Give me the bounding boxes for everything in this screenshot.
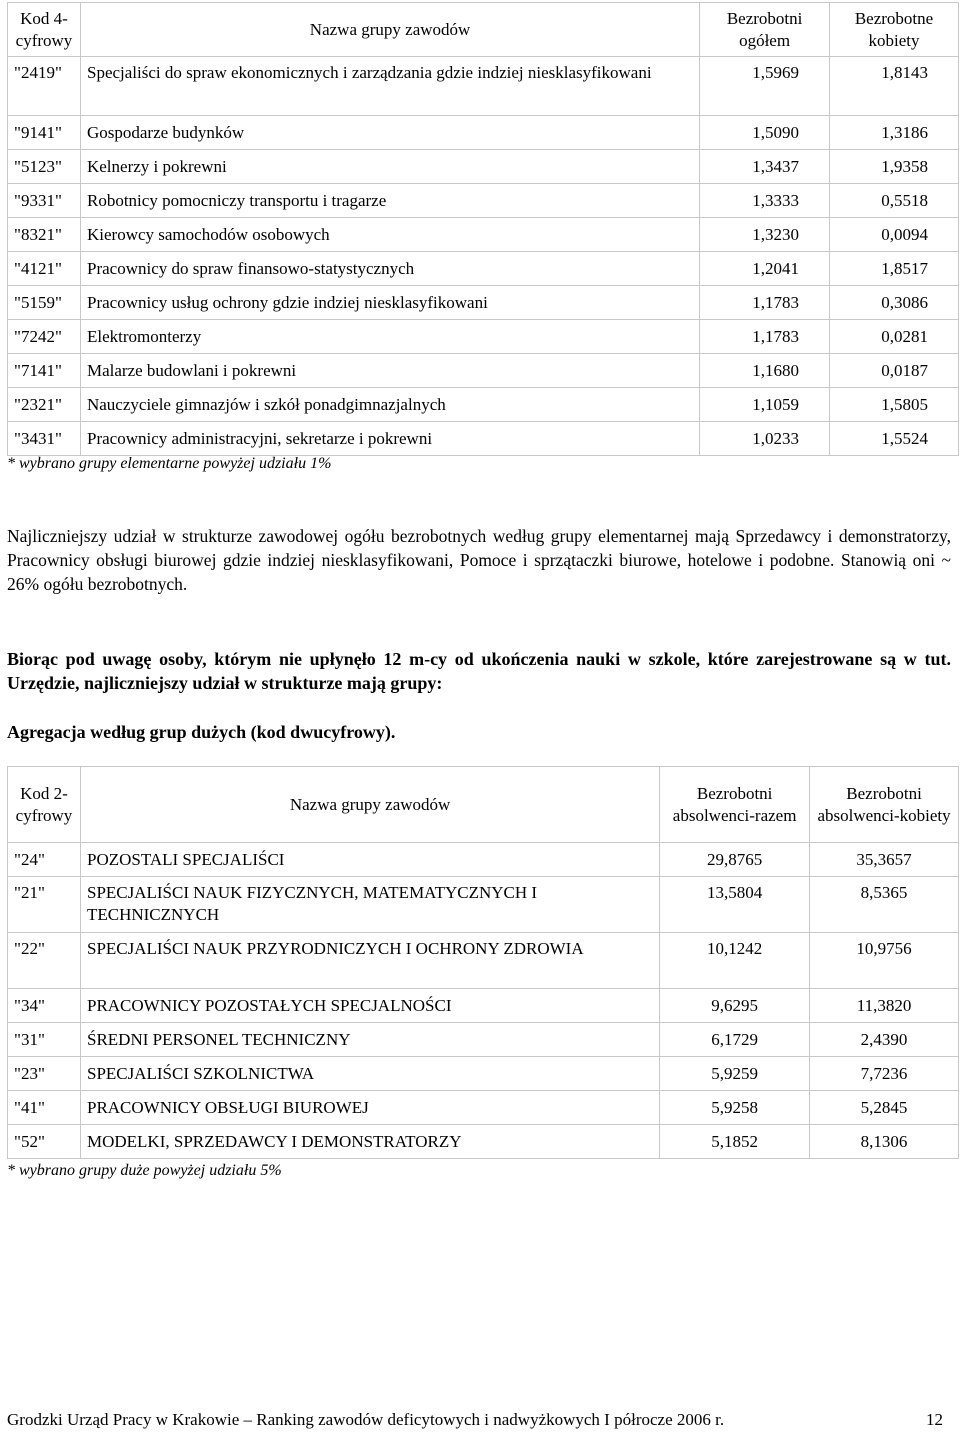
cell-total: 1,3333 [700,184,830,218]
aggregation-heading: Agregacja według grup dużych (kod dwucyfrowy). [7,722,396,742]
table-row [8,1057,959,1091]
cell-women: 1,5805 [830,388,959,422]
footer-text: Grodzki Urząd Pracy w Krakowie – Ranking zawodów deficytowych i nadwyżkowych I półrocze 2006 r. [7,1410,725,1429]
cell-total: 1,3230 [700,218,830,252]
cell-total: 9,6295 [660,989,810,1023]
cell-name: Malarze budowlani i pokrewni [80,354,699,388]
table-row [8,218,959,252]
cell-name: Kierowcy samochodów osobowych [80,218,699,252]
cell-name: POZOSTALI SPECJALIŚCI [80,843,659,877]
cell-total: 1,1783 [700,320,830,354]
page-number: 12 [926,1410,943,1429]
table-row [8,1091,959,1125]
cell-total: 1,2041 [700,252,830,286]
header-name: Nazwa grupy zawodów [80,767,659,843]
table2-footnote: * wybrano grupy duże powyżej udziału 5% [7,1162,282,1179]
cell-name: PRACOWNICY OBSŁUGI BIUROWEJ [80,1091,659,1125]
table1-body [8,3,959,456]
cell-total: 1,3437 [700,150,830,184]
cell-code: "41" [8,1091,81,1125]
cell-code: "21" [8,877,81,933]
cell-women: 7,7236 [810,1057,959,1091]
cell-name: Robotnicy pomocniczy transportu i tragarze [80,184,699,218]
cell-total: 1,1680 [700,354,830,388]
cell-code: "5123" [8,150,81,184]
cell-women: 8,5365 [810,877,959,933]
table-row [8,877,959,933]
header-code: Kod 4-cyfrowy [8,3,81,57]
cell-total: 10,1242 [660,933,810,989]
cell-name: MODELKI, SPRZEDAWCY I DEMONSTRATORZY [80,1125,659,1159]
cell-code: "5159" [8,286,81,320]
cell-code: "8321" [8,218,81,252]
cell-code: "24" [8,843,81,877]
table-header-row [8,767,959,843]
table-header-row [8,3,959,57]
cell-name: Specjaliści do spraw ekonomicznych i zarządzania gdzie indziej niesklasyfikowani [80,57,699,116]
cell-name: Nauczyciele gimnazjów i szkół ponadgimnazjalnych [80,388,699,422]
table-row [8,116,959,150]
cell-women: 5,2845 [810,1091,959,1125]
cell-code: "2321" [8,388,81,422]
cell-code: "9141" [8,116,81,150]
cell-name: ŚREDNI PERSONEL TECHNICZNY [80,1023,659,1057]
table-row [8,354,959,388]
cell-women: 1,5524 [830,422,959,456]
occupation-table-4digit [7,2,959,456]
header-total: Bezrobotni ogółem [700,3,830,57]
table-row [8,57,959,116]
table1-footnote: * wybrano grupy elementarne powyżej udziału 1% [7,455,332,472]
cell-women: 35,3657 [810,843,959,877]
cell-total: 5,9258 [660,1091,810,1125]
cell-code: "2419" [8,57,81,116]
table-row [8,843,959,877]
cell-women: 1,8143 [830,57,959,116]
cell-code: "22" [8,933,81,989]
table-row [8,422,959,456]
table-row [8,150,959,184]
table-row [8,320,959,354]
header-code: Kod 2-cyfrowy [8,767,81,843]
cell-total: 13,5804 [660,877,810,933]
header-total: Bezrobotni absolwenci-razem [660,767,810,843]
cell-women: 1,9358 [830,150,959,184]
header-women: Bezrobotni absolwenci-kobiety [810,767,959,843]
cell-women: 0,5518 [830,184,959,218]
cell-name: Pracownicy administracyjni, sekretarze i pokrewni [80,422,699,456]
cell-total: 1,5090 [700,116,830,150]
table-row [8,184,959,218]
cell-code: "52" [8,1125,81,1159]
cell-name: Elektromonterzy [80,320,699,354]
table-row [8,388,959,422]
cell-name: Kelnerzy i pokrewni [80,150,699,184]
cell-code: "23" [8,1057,81,1091]
cell-name: SPECJALIŚCI NAUK FIZYCZNYCH, MATEMATYCZNYCH I TECHNICZNYCH [80,877,659,933]
cell-code: "7141" [8,354,81,388]
cell-women: 8,1306 [810,1125,959,1159]
cell-name: SPECJALIŚCI NAUK PRZYRODNICZYCH I OCHRONY ZDROWIA [80,933,659,989]
cell-total: 6,1729 [660,1023,810,1057]
header-women: Bezrobotne kobiety [830,3,959,57]
cell-total: 1,0233 [700,422,830,456]
cell-name: PRACOWNICY POZOSTAŁYCH SPECJALNOŚCI [80,989,659,1023]
page-footer [7,1410,951,1430]
table-row [8,1125,959,1159]
table-row [8,1023,959,1057]
cell-women: 2,4390 [810,1023,959,1057]
cell-code: "3431" [8,422,81,456]
cell-women: 0,0094 [830,218,959,252]
cell-total: 1,1783 [700,286,830,320]
cell-total: 5,1852 [660,1125,810,1159]
cell-total: 1,5969 [700,57,830,116]
cell-name: Gospodarze budynków [80,116,699,150]
cell-code: "31" [8,1023,81,1057]
summary-paragraph: Najliczniejszy udział w strukturze zawodowej ogółu bezrobotnych według grupy elementarnej mają Sprzedawcy i demonstratorzy, Pracownicy obsługi biurowej gdzie indziej niesklasyfikowani, Pomoce i sprzątaczki biurowe, hotelowe i podobne. Stanowią oni ~ 26% ogółu bezrobotnych. [7,526,951,594]
table-row [8,989,959,1023]
table-row [8,286,959,320]
cell-code: "9331" [8,184,81,218]
cell-women: 0,0281 [830,320,959,354]
cell-women: 1,8517 [830,252,959,286]
cell-women: 10,9756 [810,933,959,989]
cell-women: 0,0187 [830,354,959,388]
cell-name: Pracownicy do spraw finansowo-statystycznych [80,252,699,286]
table-row [8,252,959,286]
cell-women: 0,3086 [830,286,959,320]
header-name: Nazwa grupy zawodów [80,3,699,57]
occupation-table-2digit [7,766,959,1159]
table-row [8,933,959,989]
cell-total: 5,9259 [660,1057,810,1091]
cell-women: 1,3186 [830,116,959,150]
cell-total: 29,8765 [660,843,810,877]
cell-women: 11,3820 [810,989,959,1023]
cell-total: 1,1059 [700,388,830,422]
graduates-paragraph: Biorąc pod uwagę osoby, którym nie upłynęło 12 m-cy od ukończenia nauki w szkole, które zarejestrowane są w tut. Urzędzie, najliczniejszy udział w strukturze mają grupy: [7,649,951,693]
cell-code: "34" [8,989,81,1023]
table2-body [8,767,959,1159]
cell-code: "7242" [8,320,81,354]
cell-name: Pracownicy usług ochrony gdzie indziej niesklasyfikowani [80,286,699,320]
cell-code: "4121" [8,252,81,286]
cell-name: SPECJALIŚCI SZKOLNICTWA [80,1057,659,1091]
